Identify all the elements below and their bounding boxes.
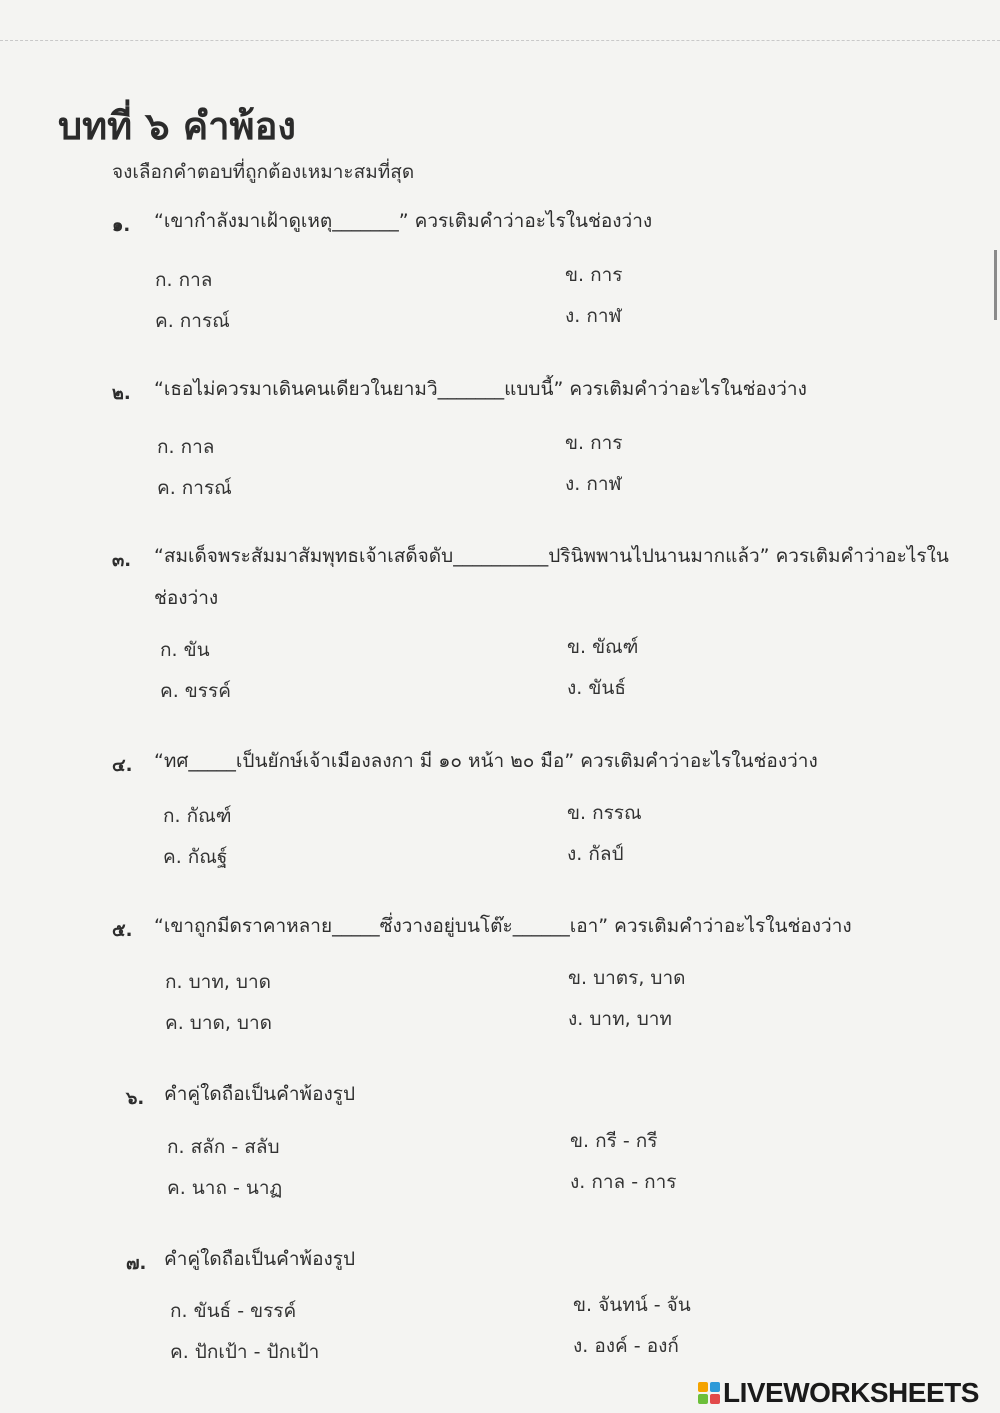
choice-4-b[interactable]: ข. กรรณ xyxy=(567,802,642,824)
question-number: ๓. xyxy=(112,550,132,571)
question-1 xyxy=(112,200,982,242)
choice-7-b[interactable]: ข. จันทน์ - จัน xyxy=(573,1294,691,1316)
choice-3-a[interactable]: ก. ขัน xyxy=(160,639,210,661)
question-text: คำคู่ใดถือเป็นคำพ้องรูป xyxy=(164,1083,356,1105)
choice-5-d[interactable]: ง. บาท, บาท xyxy=(568,1008,672,1030)
logo-cell-2 xyxy=(710,1382,720,1392)
question-number: ๕. xyxy=(112,920,133,941)
logo-text: LIVEWORKSHEETS xyxy=(723,1377,979,1408)
choice-1-c[interactable]: ค. การณ์ xyxy=(155,310,230,332)
choice-5-c[interactable]: ค. บาด, บาด xyxy=(165,1012,273,1034)
choice-6-a[interactable]: ก. สลัก - สลับ xyxy=(167,1136,280,1158)
choice-3-b[interactable]: ข. ขัณฑ์ xyxy=(567,636,639,658)
choice-4-c[interactable]: ค. กัณฐ์ xyxy=(163,846,228,868)
page-top-rule xyxy=(0,40,1000,41)
question-number: ๔. xyxy=(112,755,133,776)
question-number: ๗. xyxy=(126,1253,147,1274)
choice-4-a[interactable]: ก. กัณฑ์ xyxy=(163,805,232,827)
choice-3-c[interactable]: ค. ขรรค์ xyxy=(160,680,231,702)
question-5 xyxy=(112,905,982,947)
question-2 xyxy=(112,368,982,410)
choice-1-b[interactable]: ข. การ xyxy=(565,264,623,286)
question-text: “เธอไม่ควรมาเดินคนเดียวในยามวิ_______แบบนี้” ควรเติมคำว่าอะไรในช่องว่าง xyxy=(154,378,807,400)
choice-2-c[interactable]: ค. การณ์ xyxy=(157,477,232,499)
choice-6-b[interactable]: ข. กรี - กรี xyxy=(570,1130,658,1152)
question-text: คำคู่ใดถือเป็นคำพ้องรูป xyxy=(164,1248,356,1270)
question-number: ๑. xyxy=(112,215,131,236)
question-4 xyxy=(112,740,982,782)
question-3 xyxy=(112,535,982,619)
choice-2-d[interactable]: ง. กาฬ xyxy=(565,473,622,495)
choice-1-d[interactable]: ง. กาฬ xyxy=(565,305,622,327)
choice-3-d[interactable]: ง. ขันธ์ xyxy=(567,677,626,699)
choice-7-d[interactable]: ง. องค์ - องก์ xyxy=(573,1335,679,1357)
choice-2-b[interactable]: ข. การ xyxy=(565,432,623,454)
choice-2-a[interactable]: ก. กาล xyxy=(157,436,215,458)
logo-grid-icon xyxy=(698,1382,720,1404)
question-text: “เขาถูกมีดราคาหลาย_____ซึ่งวางอยู่บนโต๊ะ______เอา” ควรเติมคำว่าอะไรในช่องว่าง xyxy=(154,915,852,937)
choice-1-a[interactable]: ก. กาล xyxy=(155,269,213,291)
choice-7-a[interactable]: ก. ขันธ์ - ขรรค์ xyxy=(170,1300,297,1322)
question-6 xyxy=(112,1073,982,1115)
question-number: ๒. xyxy=(112,383,131,404)
choice-6-d[interactable]: ง. กาล - การ xyxy=(570,1171,677,1193)
choice-6-c[interactable]: ค. นาถ - นาฏ xyxy=(167,1177,283,1199)
question-7 xyxy=(112,1238,982,1280)
scan-edge-mark xyxy=(994,250,997,320)
logo-cell-3 xyxy=(698,1394,708,1404)
page-title: บทที่ ๖ คำพ้อง xyxy=(58,104,296,148)
choice-7-c[interactable]: ค. ปักเป้า - ปักเป้า xyxy=(170,1341,320,1363)
liveworksheets-logo[interactable] xyxy=(698,1378,994,1408)
question-number: ๖. xyxy=(126,1088,145,1109)
question-text: “เขากำลังมาเฝ้าดูเหตุ_______” ควรเติมคำว่าอะไรในช่องว่าง xyxy=(154,210,653,232)
question-text: “สมเด็จพระสัมมาสัมพุทธเจ้าเสด็จดับ__________ปรินิพพานไปนานมากแล้ว” ควรเติมคำว่าอะไรในช่องว่าง xyxy=(154,545,949,609)
choice-4-d[interactable]: ง. กัลป์ xyxy=(567,843,624,865)
choice-5-b[interactable]: ข. บาตร, บาด xyxy=(568,967,686,989)
logo-cell-1 xyxy=(698,1382,708,1392)
logo-cell-4 xyxy=(710,1394,720,1404)
choice-5-a[interactable]: ก. บาท, บาด xyxy=(165,971,271,993)
question-text: “ทศ_____เป็นยักษ์เจ้าเมืองลงกา มี ๑๐ หน้า ๒๐ มือ” ควรเติมคำว่าอะไรในช่องว่าง xyxy=(154,750,818,772)
instruction-text: จงเลือกคำตอบที่ถูกต้องเหมาะสมที่สุด xyxy=(112,161,415,183)
